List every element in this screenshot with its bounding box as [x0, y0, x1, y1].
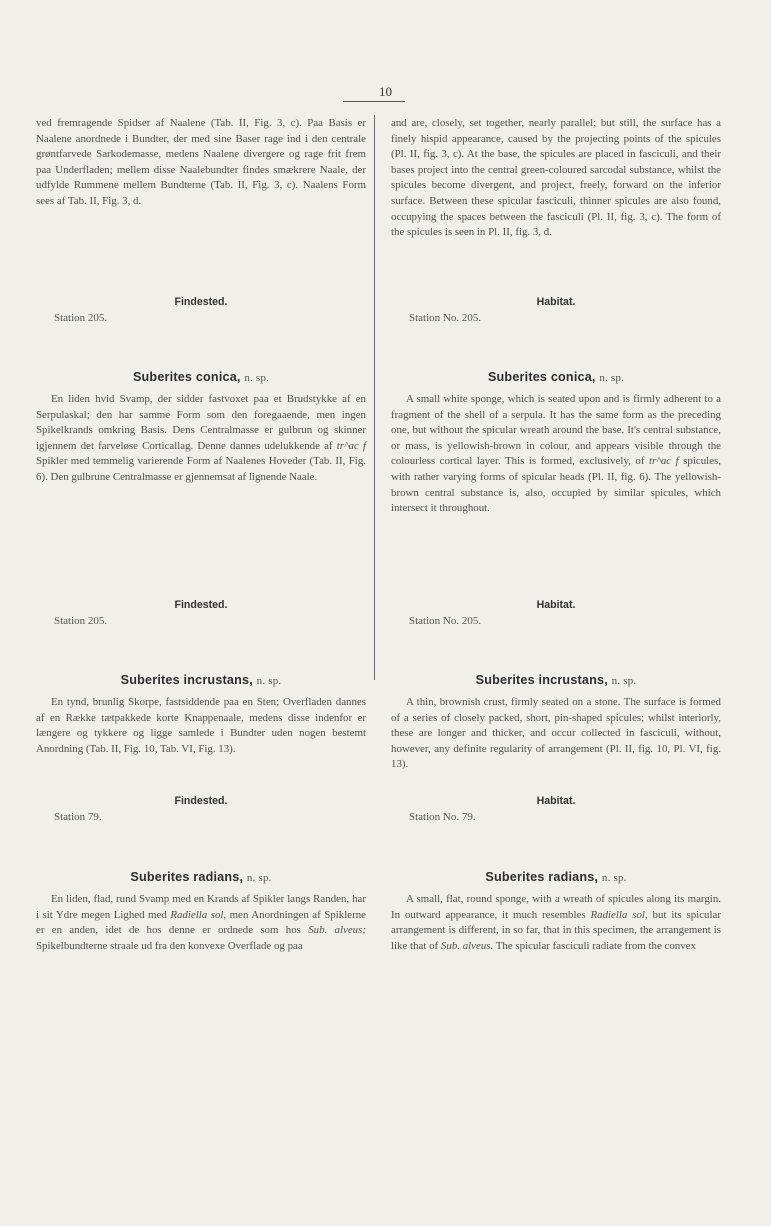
left-species-heading-2 — [36, 673, 366, 687]
right-station-2: Station No. 205. — [409, 615, 482, 627]
right-species-text-3: A small, flat, round sponge, with a wreath of spicules along its margin. In outward appearance, it much resembles Radiella sol, but its spicular arrangement is different, in so far, that in this specimen, the arrangement is like that of Sub. alveus. The spicular fasciculi radiate from the convex — [391, 893, 721, 952]
left-species-heading-3 — [36, 870, 366, 884]
species-name: Suberites radians, — [130, 870, 244, 884]
right-species-heading-1 — [391, 370, 721, 384]
right-species-text-1: A small white sponge, which is seated upon and is firmly adherent to a fragment of the shell of a serpula. It has the same form as the preceding one, but without the spicular wreath around the base. It's central substance, or mass, is yellowish-brown in colour, and appears visible through the colourless cortical layer. This is formed, exclusively, of tr^ac f spicules, with rather varying forms of spicular heads (Pl. II, fig. 6). The yellowish-brown central substance is, also, occupied by similar spicules, which intersect it throughout. — [391, 393, 721, 515]
left-station-2: Station 205. — [54, 615, 108, 627]
species-name: Suberites conica, — [487, 370, 596, 384]
habitat-label: Habitat. — [536, 795, 576, 807]
left-intro-text: ved fremragende Spidser af Naalene (Tab. II, Fig. 3, c). Paa Basis er Naalene anordnede i Bundter, der med sine Baser rage ind i den centrale grøntfarvede Sarkodemasse, medens Naalene divergere og rage frit frem paa Underfladen; mellem disse Naalebundter findes smækrere Naale, der udfylde Rummene mellem Bundterne (Tab. II, Fig. 3, c). Naalens Form sees af Tab. II, Fig. 3, d. — [36, 117, 366, 207]
species-novelty: n. sp. — [599, 372, 625, 384]
right-species-heading-2 — [391, 673, 721, 687]
right-station-1: Station No. 205. — [409, 312, 482, 324]
left-station-1: Station 205. — [54, 312, 108, 324]
right-station-3: Station No. 79. — [409, 811, 476, 823]
habitat-label: Habitat. — [536, 599, 576, 611]
right-intro-block — [391, 116, 721, 241]
species-name: Suberites incrustans, — [475, 673, 608, 687]
page-number: 10 — [379, 84, 392, 99]
header-rule — [343, 101, 405, 102]
species-novelty: n. sp. — [601, 872, 627, 884]
species-name: Suberites conica, — [132, 370, 241, 384]
column-divider — [374, 115, 375, 680]
species-name: Suberites incrustans, — [120, 673, 253, 687]
left-species-text-2: En tynd, brunlig Skorpe, fastsiddende paa en Sten; Overfladen dannes af en Række tætpakkede korte Knappenaale, medens disse indenfor er længere og tykkere og ligge samlede i Bundter uden nogen bestemt Anordning (Tab. II, Fig. 10, Tab. VI, Fig. 13). — [36, 696, 366, 755]
right-intro-text: and are, closely, set together, nearly parallel; but still, the surface has a finely hispid appearance, caused by the projecting points of the spicules (Pl. II, fig. 3, c). At the base, the spicules are placed in fasciculi, and their bases project into the central green-coloured sarcodal substance, whilst the spicules become divergent, and project, freely, forward on the inferior surface. Between these spicular fasciculi, thinner spicules are also found, occupying the spaces between the fasciculi (Pl. II, fig. 3, c). The form of the spicules is seen in Pl. II, fig. 3, d. — [391, 117, 721, 239]
right-species-heading-3 — [391, 870, 721, 884]
findested-label: Findested. — [174, 795, 228, 807]
species-novelty: n. sp. — [244, 372, 270, 384]
species-novelty: n. sp. — [246, 872, 272, 884]
species-novelty: n. sp. — [256, 675, 282, 687]
left-species-text-3: En liden, flad, rund Svamp med en Krands af Spikler langs Randen, har i sit Ydre megen Lighed med Radiella sol, men Anordningen af Spiklerne er en anden, idet de hos denne er ordnede som hos Sub. alveus; Spikelbundterne straale ud fra den konvexe Overflade og paa — [36, 893, 366, 952]
left-station-3: Station 79. — [54, 811, 102, 823]
species-novelty: n. sp. — [611, 675, 637, 687]
right-species-text-2: A thin, brownish crust, firmly seated on a stone. The surface is formed of a series of closely packed, short, pin-shaped spicules; whilst interiorly, these are longer and thicker, and occur collected in fasciculi, without, however, any definite regularity of arrangement (Pl. II, fig. 10, Pl. VI, fig. 13). — [391, 696, 721, 771]
findested-label: Findested. — [174, 296, 228, 308]
habitat-label: Habitat. — [536, 296, 576, 308]
left-findested-1 — [36, 296, 366, 308]
findested-label: Findested. — [174, 599, 228, 611]
left-intro-block — [36, 116, 366, 210]
left-species-text-1: En liden hvid Svamp, der sidder fastvoxet paa et Brudstykke af en Serpulaskal; den har samme Form som den foregaaende, men ingen Spikelkrands omkring Basis. Dens Centralmasse er gulbrun og skinner igjennem det farveløse Corticallag. Denne dannes udelukkende af tr^ac f Spikler med temmelig varierende Form af Naalenes Hoveder (Tab. II, Fig. 6). Den gulbrune Centralmasse er gjennemsat af lignende Naale. — [36, 393, 367, 483]
species-name: Suberites radians, — [485, 870, 599, 884]
left-species-heading-1 — [36, 370, 366, 384]
